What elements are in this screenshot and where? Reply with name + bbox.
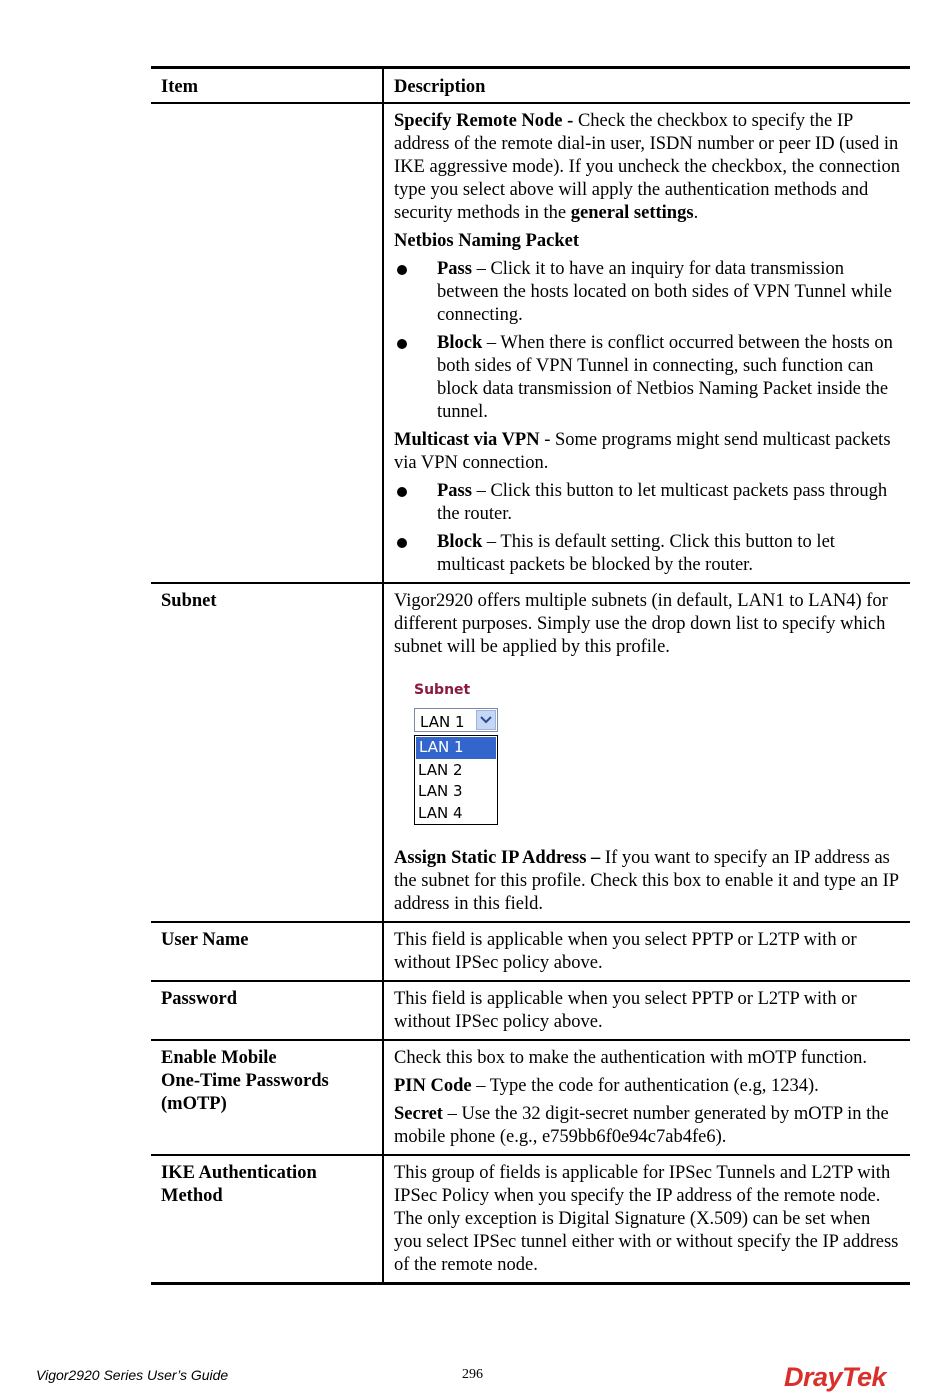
table-row-subnet bbox=[151, 583, 910, 922]
list-item bbox=[394, 332, 900, 424]
pin-code-text: – Type the code for authentication (e.g, 1234). bbox=[471, 1076, 819, 1096]
subnet-select[interactable] bbox=[414, 708, 498, 732]
table-header-row bbox=[151, 68, 910, 104]
motp-intro: Check this box to make the authentication with mOTP function. bbox=[394, 1048, 868, 1068]
draytek-logo: DrayTek bbox=[784, 1362, 887, 1392]
netbios-pass-label: Pass bbox=[437, 259, 472, 279]
assign-ip-text: If you want to specify an IP address as the subnet for this profile. Check this box to enable it and type an IP address in this field. bbox=[394, 848, 899, 914]
item-subnet: Subnet bbox=[151, 583, 383, 922]
description-cell bbox=[383, 103, 910, 583]
assign-ip-paragraph bbox=[394, 847, 900, 916]
pin-code-paragraph bbox=[394, 1075, 900, 1098]
multicast-pass-text: – Click this button to let multicast packets pass through the router. bbox=[437, 481, 888, 524]
bullet-icon bbox=[397, 265, 407, 275]
item-motp bbox=[151, 1040, 383, 1155]
item-cell-empty bbox=[151, 103, 383, 583]
subnet-intro: Vigor2920 offers multiple subnets (in default, LAN1 to LAN4) for different purposes. Simply use the drop down list to specify which subnet will be applied by this profile. bbox=[394, 591, 888, 657]
footer-guide-title: Vigor2920 Series User’s Guide bbox=[36, 1367, 229, 1383]
table-row-remote-node bbox=[151, 103, 910, 583]
table-row-password bbox=[151, 981, 910, 1040]
bullet-icon bbox=[397, 487, 407, 497]
multicast-title: Multicast via VPN bbox=[394, 430, 540, 450]
item-ike bbox=[151, 1155, 383, 1284]
subnet-option-lan1[interactable]: LAN 1 bbox=[416, 737, 496, 759]
header-description: Description bbox=[383, 68, 910, 104]
subnet-widget-title: Subnet bbox=[414, 682, 471, 698]
item-ike-line2: Method bbox=[161, 1186, 223, 1206]
multicast-pass-label: Pass bbox=[437, 481, 472, 501]
netbios-title bbox=[394, 230, 900, 253]
username-text: This field is applicable when you select PPTP or L2TP with or without IPSec policy above. bbox=[394, 930, 857, 973]
description-cell bbox=[383, 583, 910, 922]
remote-node-paragraph bbox=[394, 110, 900, 225]
description-cell bbox=[383, 1155, 910, 1284]
subnet-option-lan4[interactable]: LAN 4 bbox=[418, 803, 463, 822]
remote-node-end: . bbox=[693, 203, 699, 223]
multicast-block-label: Block bbox=[437, 532, 483, 552]
list-item bbox=[394, 258, 900, 327]
multicast-list bbox=[394, 480, 900, 577]
secret-paragraph bbox=[394, 1103, 900, 1149]
multicast-text: - Some programs might send multicast packets via VPN connection. bbox=[394, 430, 891, 473]
subnet-select-value: LAN 1 bbox=[420, 713, 465, 731]
multicast-paragraph bbox=[394, 429, 900, 475]
item-password: Password bbox=[151, 981, 383, 1040]
subnet-widget bbox=[394, 665, 900, 841]
table-row-motp bbox=[151, 1040, 910, 1155]
description-cell bbox=[383, 922, 910, 981]
assign-ip-title: Assign Static IP Address – bbox=[394, 848, 601, 868]
description-cell bbox=[383, 981, 910, 1040]
remote-node-text: Check the checkbox to specify the IP address of the remote dial-in user, ISDN number or peer ID (used in IKE aggressive mode). If you uncheck the checkbox, the connection type you select above will apply the authentication methods and security methods in the bbox=[394, 111, 900, 223]
remote-node-title: Specify Remote Node - bbox=[394, 111, 578, 131]
subnet-option-lan2[interactable]: LAN 2 bbox=[418, 760, 463, 779]
subnet-dropdown-list bbox=[414, 735, 498, 825]
secret-label: Secret bbox=[394, 1104, 443, 1124]
ike-text: This group of fields is applicable for IPSec Tunnels and L2TP with IPSec Policy when you specify the IP address of the remote node. The only exception is Digital Signature (X.509) can be set when you select IPSec tunnel either with or without specify the IP address of the remote node. bbox=[394, 1163, 899, 1275]
netbios-title-text: Netbios Naming Packet bbox=[394, 231, 579, 251]
item-ike-line1: IKE Authentication bbox=[161, 1163, 317, 1183]
description-table bbox=[151, 66, 910, 1285]
item-motp-line2: One-Time Passwords bbox=[161, 1071, 329, 1091]
footer-page-number: 296 bbox=[462, 1367, 483, 1382]
subnet-option-lan3[interactable]: LAN 3 bbox=[418, 782, 463, 800]
description-cell bbox=[383, 1040, 910, 1155]
multicast-block-text: – This is default setting. Click this button to let multicast packets be blocked by the router. bbox=[437, 532, 835, 575]
bullet-icon bbox=[397, 538, 407, 548]
netbios-pass-text: – Click it to have an inquiry for data transmission between the hosts located on both sides of VPN Tunnel while connecting. bbox=[437, 259, 892, 325]
item-username: User Name bbox=[151, 922, 383, 981]
secret-text: – Use the 32 digit-secret number generated by mOTP in the mobile phone (e.g., e759bb6f0e94c7ab4fe6). bbox=[394, 1104, 889, 1147]
netbios-block-label: Block bbox=[437, 333, 483, 353]
list-item bbox=[394, 480, 900, 526]
item-motp-line1: Enable Mobile bbox=[161, 1048, 277, 1068]
table-row-ike bbox=[151, 1155, 910, 1284]
netbios-block-text: – When there is conflict occurred between the hosts on both sides of VPN Tunnel in connecting, such function can block data transmission of Netbios Naming Packet inside the tunnel. bbox=[437, 333, 893, 422]
list-item bbox=[394, 531, 900, 577]
pin-code-label: PIN Code bbox=[394, 1076, 472, 1096]
item-motp-line3: (mOTP) bbox=[161, 1094, 227, 1114]
table-row-username bbox=[151, 922, 910, 981]
chevron-down-icon[interactable] bbox=[476, 710, 496, 730]
password-text: This field is applicable when you select PPTP or L2TP with or without IPSec policy above. bbox=[394, 989, 857, 1032]
header-item: Item bbox=[151, 68, 383, 104]
netbios-list bbox=[394, 258, 900, 424]
general-settings-term: general settings bbox=[570, 203, 694, 223]
bullet-icon bbox=[397, 339, 407, 349]
